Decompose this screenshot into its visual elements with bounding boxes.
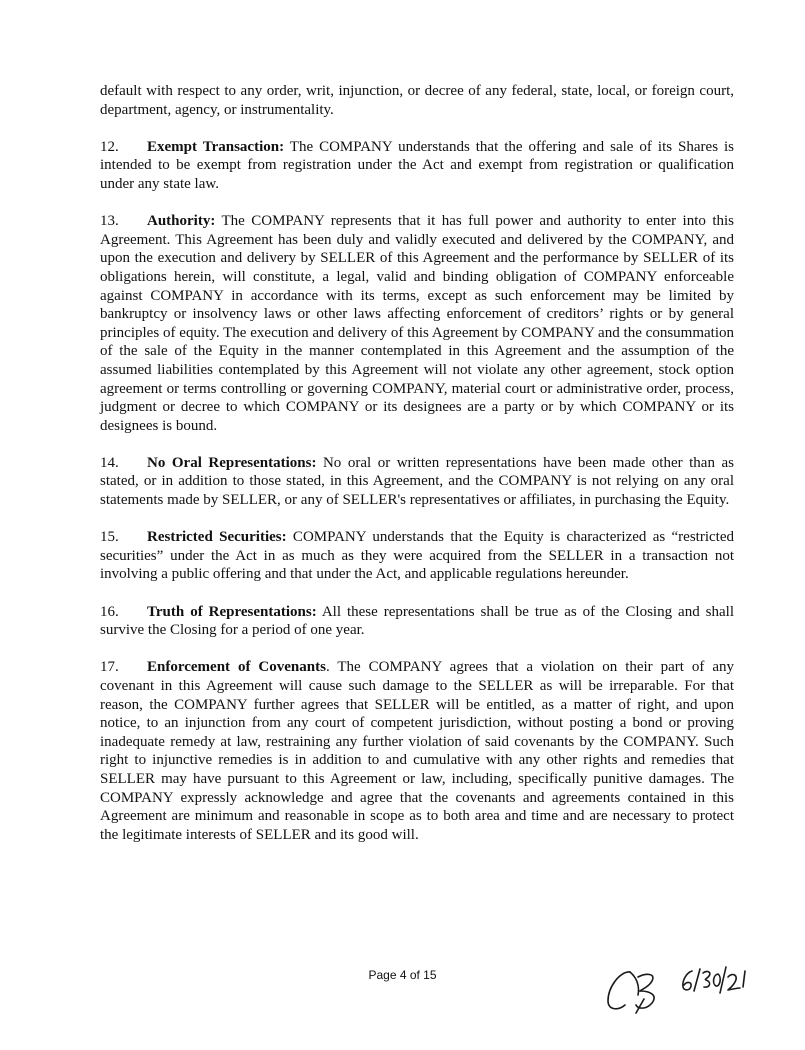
- section-body: All these representations shall be true as of the Closing and shall survive the Closing for a period of one year.: [100, 603, 734, 639]
- section-body: No oral or written representations have been made other than as stated, or in addition to those stated, in this Agreement, and the COMPANY is not relying on any oral statements made by SELLER, or any of SELLER's representatives or affiliates, in purchasing the Equity.: [100, 454, 734, 509]
- section-12: [100, 138, 734, 194]
- section-14: [100, 454, 734, 510]
- intro-paragraph: default with respect to any order, writ, injunction, or decree of any federal, state, local, or foreign court, department, agency, or instrumentality.: [100, 83, 734, 118]
- page-number: Page 4 of 15: [368, 968, 437, 982]
- section-heading: Exempt Transaction:: [147, 138, 285, 155]
- section-number: 15.: [100, 529, 119, 546]
- section-15: [100, 528, 734, 584]
- section-body: The COMPANY represents that it has full power and authority to enter into this Agreement. This Agreement has been duly and validly executed and delivered by the COMPANY, and upon the execution and delivery by SELLER of this Agreement and the performance by SELLER of its obligations herein, will constitute, a legal, valid and binding obligation of COMPANY enforceable against COMPANY in accordance with its terms, except as such enforcement may be limited by bankruptcy or insolvency laws or other laws affecting enforcement of creditors’ rights or by general principles of equity. The execution and delivery of this Agreement by COMPANY and the consummation of the sale of the Equity in the manner contemplated in this Agreement and the assumption of the assumed liabilities contemplated by this Agreement will not violate any other agreement, stock option agreement or terms controlling or governing COMPANY, material court or administrative order, process, judgment or decree to which COMPANY or its designees are a party or by which COMPANY or its designees is bound.: [100, 213, 734, 434]
- handwritten-signature: [600, 955, 760, 1015]
- section-heading: Truth of Representations:: [147, 603, 317, 620]
- section-number: 17.: [100, 659, 119, 676]
- document-body: [100, 82, 734, 863]
- section-number: 13.: [100, 213, 119, 230]
- section-body: COMPANY understands that the Equity is characterized as “restricted securities” under the Act in as much as they were acquired from the SELLER in a transaction not involving a public offering and that under the Act, and applicable regulations hereunder.: [100, 529, 734, 583]
- section-heading: Enforcement of Covenants: [147, 659, 326, 676]
- section-body: . The COMPANY agrees that a violation on their part of any covenant in this Agreement will cause such damage to the SELLER as will be irreparable. For that reason, the COMPANY further agrees that SELLER will be entitled, as a matter of right, and upon notice, to an injunction from any court of competent jurisdiction, without posting a bond or proving inadequate remedy at law, restraining any further violation of said covenants by the COMPANY. Such right to injunctive remedies is in addition to and cumulative with any other rights and remedies that SELLER may have pursuant to this Agreement or law, including, specifically punitive damages. The COMPANY expressly acknowledge and agree that the covenants and agreements contained in this Agreement are minimum and reasonable in scope as to both area and time and are necessary to protect the legitimate interests of SELLER and its good will.: [100, 659, 734, 843]
- section-heading: Restricted Securities:: [147, 529, 287, 546]
- section-body: The COMPANY understands that the offering and sale of its Shares is intended to be exempt from registration under the Act and exempt from registration or qualification under any state law.: [100, 138, 734, 192]
- section-13: [100, 212, 734, 435]
- section-number: 16.: [100, 603, 119, 620]
- section-number: 14.: [100, 454, 119, 471]
- section-17: [100, 658, 734, 844]
- section-16: [100, 603, 734, 640]
- section-heading: No Oral Representations:: [147, 454, 317, 471]
- section-number: 12.: [100, 138, 119, 155]
- section-heading: Authority:: [147, 213, 216, 230]
- signature-drawing: [600, 955, 760, 1015]
